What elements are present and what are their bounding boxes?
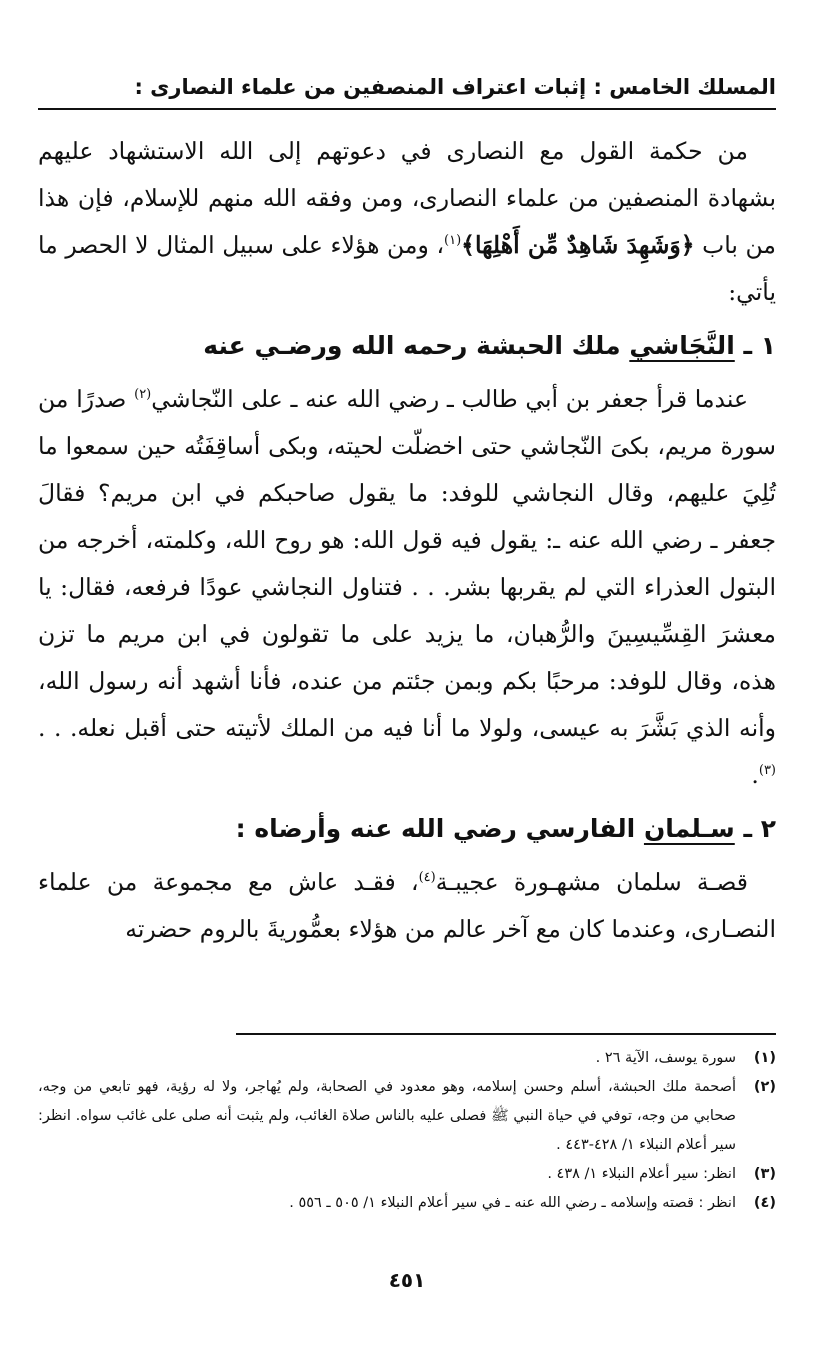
section-1-text-end: . xyxy=(751,761,759,789)
footnote-number: (١) xyxy=(753,1050,776,1066)
footnote-text: انظر : قصته وإسلامه ـ رضي الله عنه ـ في سير أعلام النبلاء ١/ ٥٠٥ ـ ٥٥٦ . xyxy=(289,1195,736,1211)
footnote-ref-3: (٣) xyxy=(758,763,776,779)
footnote-1 xyxy=(38,1044,776,1073)
footnote-2 xyxy=(38,1073,776,1160)
section-name-2: سـلمان xyxy=(643,814,735,843)
section-1-text-body: صدرًا من سورة مريم، بكىَ النّجاشي حتى اخضلّت لحيته، وبكى أساقِفَتُه حين سمعوا ما تُلِيَ عليهم، وقال النجاشي للوفد: ما يقول صاحبكم في ابن مريم؟ فقالَ جعفر ـ رضي الله عنه ـ: يقول فيه قول الله: هو روح الله، وكلمته، أخرجه من البتول العذراء التي لم يقربها بشر. . . فتناول النجاشي عودًا فرفعه، فقال: يا معشرَ القِسِّيسِينَ والرُّهبان، ما يزيد على ما تقولون في ابن مريم ما تزن هذه، وقال للوفد: مرحبًا بكم وبمن جئتم من عنده، فأنا أشهد أنه رسول الله، وأنه الذي بَشَّرَ به عيسى، ولولا ما أنا فيه من الملك لأتيته حتى أقبل نعله. . . xyxy=(38,385,776,742)
footnote-ref-1: (١) xyxy=(444,233,462,249)
section-1-text-start: عندما قرأ جعفر بن أبي طالب ـ رضي الله عنه ـ على النّجاشي xyxy=(151,385,749,413)
section-title-rest-1: ملك الحبشة رحمه الله ورضـي عنه xyxy=(203,331,621,360)
section-2-text-start: قصـة سلمان مشهـورة عجيبـة xyxy=(435,868,748,896)
section-number-2: ٢ ـ xyxy=(743,814,776,843)
footnote-4 xyxy=(38,1189,776,1218)
book-page xyxy=(38,0,776,1347)
footnote-text: انظر: سير أعلام النبلاء ١/ ٤٣٨ . xyxy=(547,1166,736,1182)
footnote-ref-4: (٤) xyxy=(418,870,436,886)
footnote-text: أصحمة ملك الحبشة، أسلم وحسن إسلامه، وهو معدود في الصحابة، ولم يُهاجر، ولا له رؤية، فهو تابعي من وجه، صحابي من وجه، توفي في حياة النبي ﷺ فصلى عليه بالناس صلاة الغائب، ولم يثبت أنه صلى على غائب سواه. انظر: سير أعلام النبلاء ١/ ٤٢٨-٤٤٣ . xyxy=(38,1079,736,1153)
running-header: المسلك الخامس : إثبات اعتراف المنصفين من علماء النصارى : xyxy=(38,70,776,110)
section-2-paragraph xyxy=(38,859,776,953)
intro-text-start: من حكمة القول مع النصارى في دعوتهم إلى الله الاستشهاد عليهم بشهادة المنصفين من علماء النصارى، ومن وفقه الله منهم للإسلام، فإن هذا من باب xyxy=(38,137,777,259)
section-heading-2 xyxy=(38,809,776,849)
section-heading-1 xyxy=(38,326,776,366)
section-2-text-body: ، فقـد عاش مع مجموعة من علماء النصـارى، وعندما كان مع آخر عالم من هؤلاء بعمُّوريةَ بالروم حضرته xyxy=(38,868,776,943)
page-number: ٤٥١ xyxy=(388,1268,426,1292)
footnote-divider xyxy=(236,1033,776,1035)
footnote-text: سورة يوسف، الآية ٢٦ . xyxy=(595,1050,736,1066)
footnote-3 xyxy=(38,1160,776,1189)
footnote-ref-2: (٢) xyxy=(134,387,152,403)
footnote-number: (٤) xyxy=(753,1195,776,1211)
footnote-number: (٣) xyxy=(753,1166,776,1182)
footnotes xyxy=(38,1044,776,1218)
quran-quote: ﴿وَشَهِدَ شَاهِدٌ مِّن أَهْلِهَا﴾ xyxy=(461,231,695,259)
footnote-number: (٢) xyxy=(753,1079,776,1095)
section-name-1: النَّجَاشي xyxy=(629,331,735,360)
intro-paragraph xyxy=(38,128,776,316)
intro-text-end: ، ومن هؤلاء على سبيل المثال لا الحصر ما يأتي: xyxy=(38,231,776,306)
section-1-paragraph xyxy=(38,376,776,799)
main-text xyxy=(38,128,776,953)
section-number-1: ١ ـ xyxy=(743,331,776,360)
section-title-rest-2: الفارسي رضي الله عنه وأرضاه : xyxy=(235,814,636,843)
